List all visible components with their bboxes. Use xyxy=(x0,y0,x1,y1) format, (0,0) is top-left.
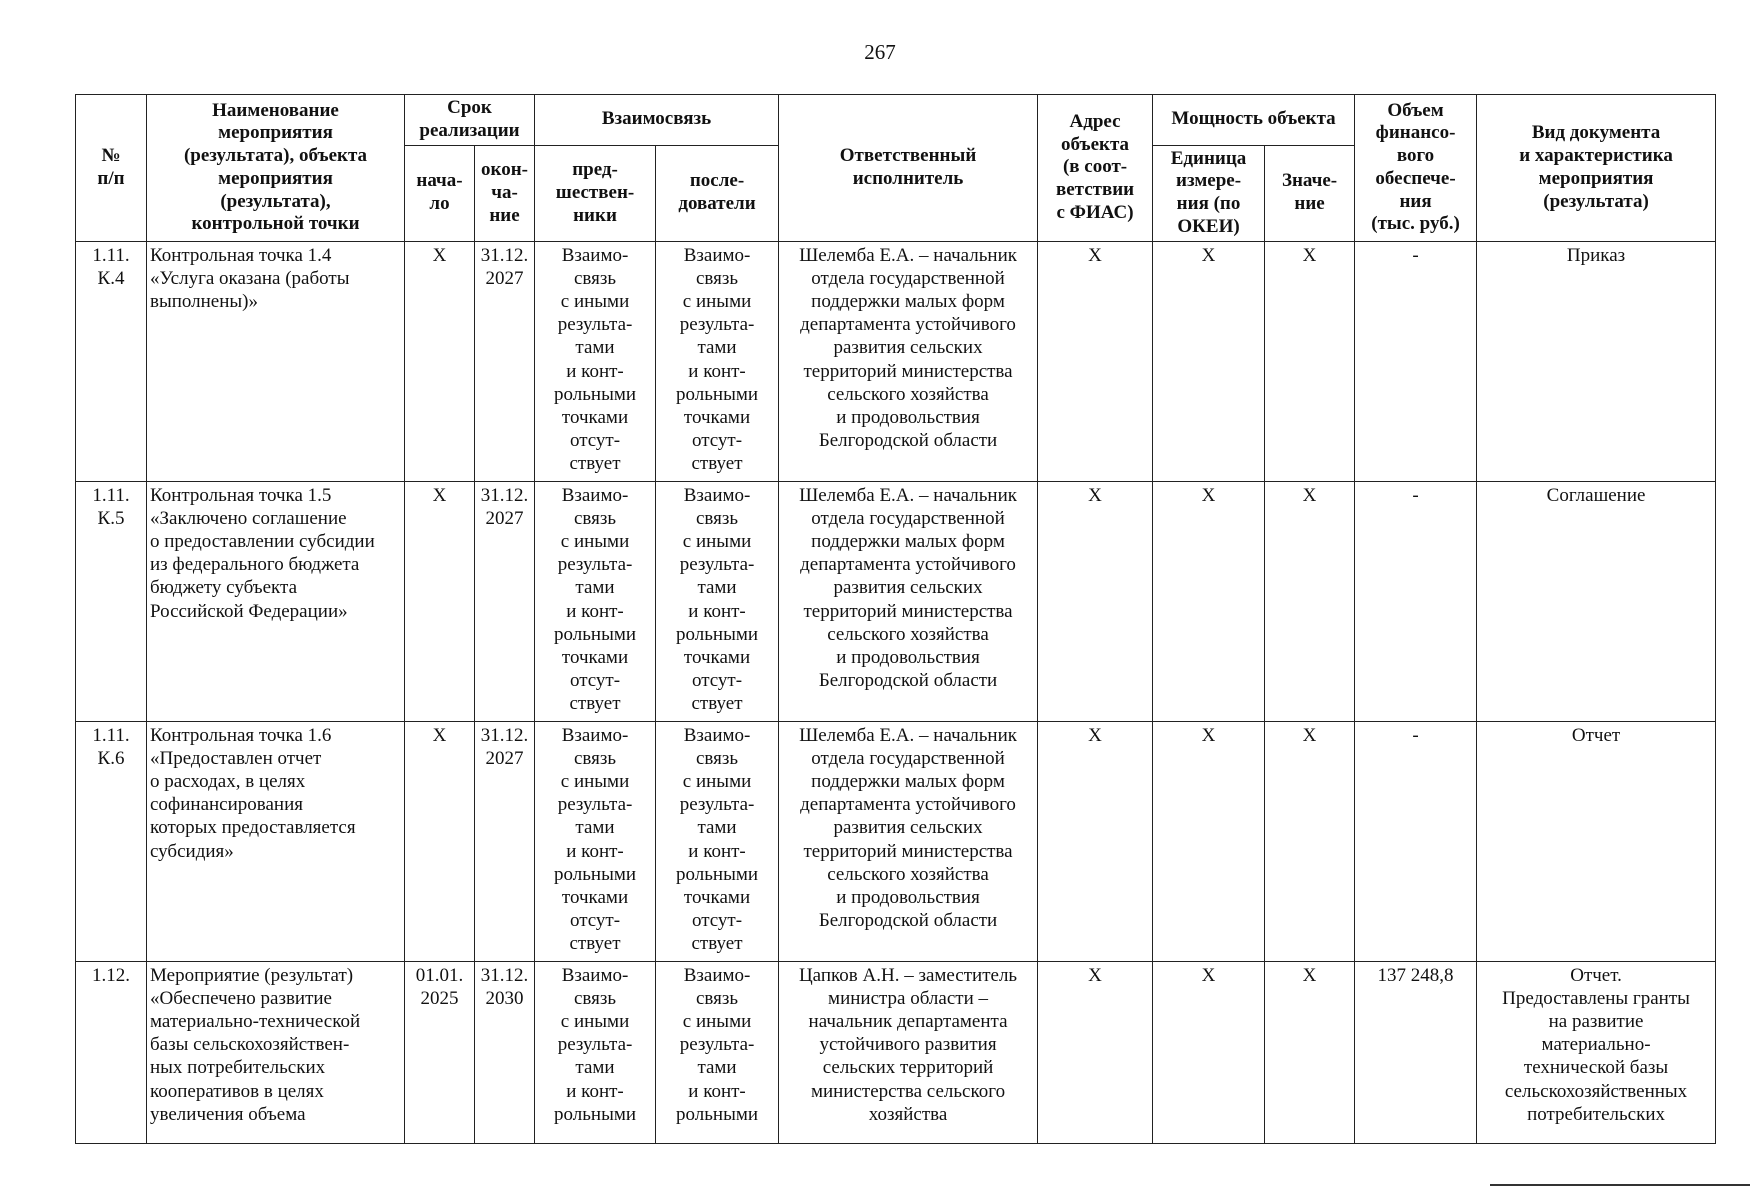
cell-executor: Шелемба Е.А. – начальник отдела государственной поддержки малых форм департамента устойчивого развития сельских территорий министерства сельского хозяйства и продовольствия Белгородской области xyxy=(779,721,1038,961)
cell-predecessors: Взаимо- связь с иными результа- тами и конт- рольными точками отсут- ствует xyxy=(535,241,656,481)
cell-executor: Цапков А.Н. – заместитель министра области – начальник департамента устойчивого развития сельских территорий министерства сельского хозяйства xyxy=(779,961,1038,1143)
cell-successors: Взаимо- связь с иными результа- тами и конт- рольными xyxy=(656,961,779,1143)
cell-address: X xyxy=(1038,961,1153,1143)
cell-doc: Приказ xyxy=(1477,241,1716,481)
cell-value: X xyxy=(1265,961,1355,1143)
header-term-start: нача- ло xyxy=(405,145,475,241)
cell-executor: Шелемба Е.А. – начальник отдела государственной поддержки малых форм департамента устойчивого развития сельских территорий министерства сельского хозяйства и продовольствия Белгородской области xyxy=(779,241,1038,481)
cell-name: Мероприятие (результат) «Обеспечено развитие материально-технической базы сельскохозяйствен- ных потребительских кооперативов в целях увеличения объема xyxy=(147,961,405,1143)
cell-successors: Взаимо- связь с иными результа- тами и конт- рольными точками отсут- ствует xyxy=(656,481,779,721)
cell-executor: Шелемба Е.А. – начальник отдела государственной поддержки малых форм департамента устойчивого развития сельских территорий министерства сельского хозяйства и продовольствия Белгородской области xyxy=(779,481,1038,721)
cell-finance: - xyxy=(1355,721,1477,961)
table-row xyxy=(76,721,1716,961)
cell-start: X xyxy=(405,241,475,481)
header-executor: Ответственный исполнитель xyxy=(779,95,1038,242)
cell-finance: 137 248,8 xyxy=(1355,961,1477,1143)
cell-finance: - xyxy=(1355,481,1477,721)
cell-predecessors: Взаимо- связь с иными результа- тами и конт- рольными точками отсут- ствует xyxy=(535,481,656,721)
header-successors: после- дователи xyxy=(656,145,779,241)
header-term-end: окон- ча- ние xyxy=(475,145,535,241)
cell-start: X xyxy=(405,481,475,721)
cell-doc: Соглашение xyxy=(1477,481,1716,721)
table-row xyxy=(76,481,1716,721)
cell-value: X xyxy=(1265,721,1355,961)
cell-predecessors: Взаимо- связь с иными результа- тами и конт- рольными точками отсут- ствует xyxy=(535,721,656,961)
cell-end: 31.12. 2027 xyxy=(475,721,535,961)
cell-doc: Отчет. Предоставлены гранты на развитие материально- технической базы сельскохозяйственных потребительских xyxy=(1477,961,1716,1143)
cell-num: 1.11. К.6 xyxy=(76,721,147,961)
table-row xyxy=(76,241,1716,481)
cell-start: X xyxy=(405,721,475,961)
cell-end: 31.12. 2030 xyxy=(475,961,535,1143)
cell-address: X xyxy=(1038,721,1153,961)
header-predecessors: пред- шествен- ники xyxy=(535,145,656,241)
header-capacity: Мощность объекта xyxy=(1153,95,1355,146)
header-value: Значе- ние xyxy=(1265,145,1355,241)
header-finance: Объем финансо- вого обеспече- ния (тыс. руб.) xyxy=(1355,95,1477,242)
header-relation: Взаимосвязь xyxy=(535,95,779,146)
cell-unit: X xyxy=(1153,721,1265,961)
cell-name: Контрольная точка 1.6 «Предоставлен отчет о расходах, в целях софинансирования которых предоставляется субсидия» xyxy=(147,721,405,961)
cell-num: 1.12. xyxy=(76,961,147,1143)
cell-value: X xyxy=(1265,241,1355,481)
cell-num: 1.11. К.5 xyxy=(76,481,147,721)
cell-end: 31.12. 2027 xyxy=(475,481,535,721)
header-num: № п/п xyxy=(76,95,147,242)
cell-address: X xyxy=(1038,241,1153,481)
cell-name: Контрольная точка 1.5 «Заключено соглашение о предоставлении субсидии из федерального бюджета бюджету субъекта Российской Федерации» xyxy=(147,481,405,721)
header-term: Срок реализации xyxy=(405,95,535,146)
cell-num: 1.11. К.4 xyxy=(76,241,147,481)
header-name: Наименование мероприятия (результата), объекта мероприятия (результата), контрольной точки xyxy=(147,95,405,242)
header-doc: Вид документа и характеристика мероприятия (результата) xyxy=(1477,95,1716,242)
table-row xyxy=(76,961,1716,1143)
cell-end: 31.12. 2027 xyxy=(475,241,535,481)
cell-successors: Взаимо- связь с иными результа- тами и конт- рольными точками отсут- ствует xyxy=(656,721,779,961)
cell-successors: Взаимо- связь с иными результа- тами и конт- рольными точками отсут- ствует xyxy=(656,241,779,481)
cell-unit: X xyxy=(1153,241,1265,481)
header-unit: Единица измере- ния (по ОКЕИ) xyxy=(1153,145,1265,241)
activity-table xyxy=(75,94,1716,1144)
scan-artifact-line xyxy=(1490,1184,1750,1186)
cell-finance: - xyxy=(1355,241,1477,481)
cell-doc: Отчет xyxy=(1477,721,1716,961)
cell-predecessors: Взаимо- связь с иными результа- тами и конт- рольными xyxy=(535,961,656,1143)
cell-unit: X xyxy=(1153,481,1265,721)
cell-unit: X xyxy=(1153,961,1265,1143)
cell-name: Контрольная точка 1.4 «Услуга оказана (работы выполнены)» xyxy=(147,241,405,481)
cell-address: X xyxy=(1038,481,1153,721)
cell-start: 01.01. 2025 xyxy=(405,961,475,1143)
cell-value: X xyxy=(1265,481,1355,721)
page-number: 267 xyxy=(864,40,896,64)
header-address: Адрес объекта (в соот- ветствии с ФИАС) xyxy=(1038,95,1153,242)
